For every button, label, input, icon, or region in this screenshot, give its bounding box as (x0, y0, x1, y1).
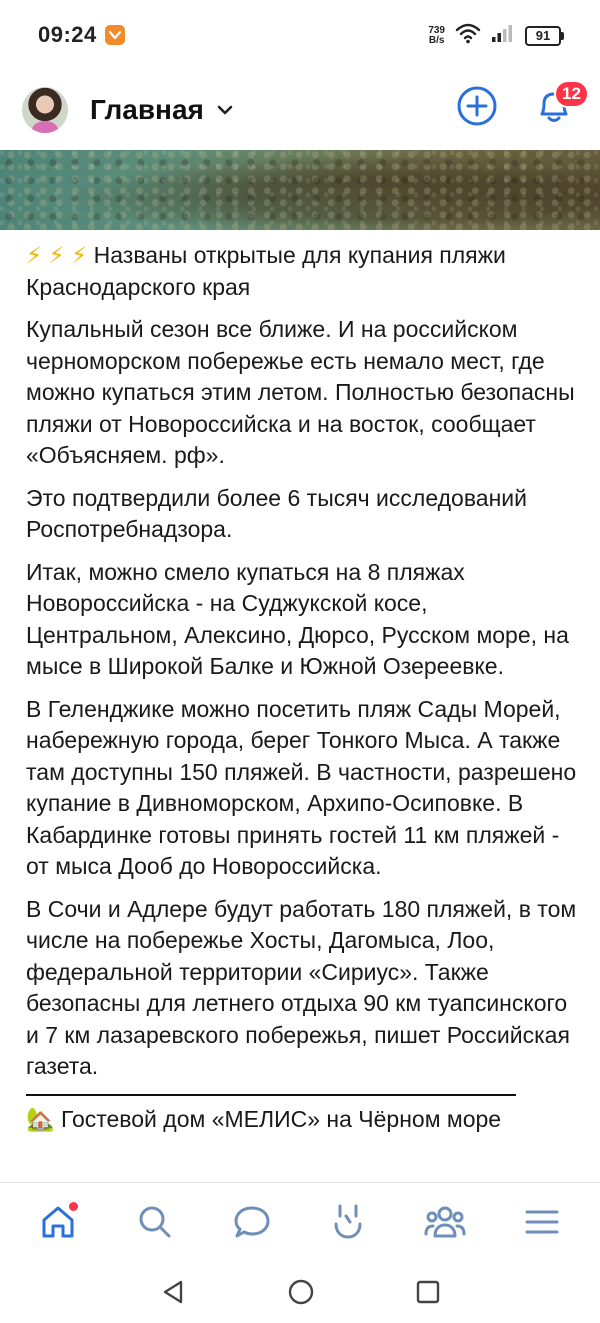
friends-icon (423, 1202, 467, 1242)
battery-indicator (525, 26, 564, 46)
wifi-icon (455, 22, 481, 49)
chat-bubble-icon (232, 1202, 272, 1242)
nav-home[interactable] (28, 1192, 88, 1252)
nav-clips[interactable] (318, 1192, 378, 1252)
signal-icon (491, 23, 515, 48)
post-content (26, 240, 578, 1135)
status-indicators (428, 22, 564, 49)
hamburger-menu-icon (522, 1202, 562, 1242)
post-title (26, 240, 578, 303)
search-icon (135, 1202, 175, 1242)
app-header (0, 70, 600, 150)
battery-level: 91 (525, 26, 561, 46)
nav-menu[interactable] (512, 1192, 572, 1252)
home-circle-icon[interactable] (286, 1277, 316, 1307)
next-post-preview[interactable] (26, 1104, 578, 1136)
network-speed (428, 26, 445, 46)
nav-friends[interactable] (415, 1192, 475, 1252)
header-actions (456, 84, 581, 128)
post-paragraph: Это подтвердили более 6 тысяч исследований Роспотребнадзора. (26, 484, 527, 542)
home-notification-dot (69, 1202, 78, 1211)
notifications-button[interactable] (534, 84, 581, 128)
notifications-badge: 12 (554, 80, 589, 108)
post-paragraph: В Сочи и Адлере будут работать 180 пляжей, в том числе на побережье Хосты, Дагомыса, Лоо, федеральной территории «Сириус». Также безопасны для летнего отдыха 90 км туапсинского и 7 км лазаревского побережья, пишет Российская газета. (26, 895, 577, 1079)
recents-square-icon[interactable] (415, 1279, 441, 1305)
status-time: 09:24 (38, 22, 97, 47)
avatar[interactable] (22, 87, 68, 133)
house-icon: 🏡 (26, 1105, 55, 1132)
lightning-icon: ⚡ ⚡ ⚡ (26, 242, 88, 268)
app-notification-icon (105, 25, 125, 45)
clips-icon (328, 1202, 368, 1242)
post-title-text: Названы открытые для купания пляжи Краснодарского края (26, 242, 506, 300)
post-paragraph: В Геленджике можно посетить пляж Сады Морей, набережную города, берег Тонкого Мыса. А также там доступны 150 пляжей. В частности, разрешено купание в Дивноморском, Архипо-Осиповке. В Кабардинке готовы принять гостей 11 км пляжей - от мыса Дооб до Новороссийска. (26, 695, 577, 879)
battery-tip (561, 32, 564, 40)
page-title[interactable]: Главная (90, 94, 204, 125)
nav-messages[interactable] (222, 1192, 282, 1252)
network-speed-unit: B/s (428, 34, 445, 46)
divider (26, 1094, 516, 1096)
status-bar (0, 0, 600, 70)
network-speed-value: 739 (428, 24, 445, 36)
nav-search[interactable] (125, 1192, 185, 1252)
chevron-down-icon[interactable] (216, 101, 234, 119)
system-navigation-bar (0, 1260, 600, 1323)
next-post-title: Гостевой дом «МЕЛИС» на Чёрном море (61, 1105, 502, 1132)
post-paragraph: Итак, можно смело купаться на 8 пляжах Новороссийска - на Суджукской косе, Центральном, Алексино, Дюрсо, Русском море, на мысе в Широкой Балке и Южной Озереевке. (26, 558, 569, 679)
bottom-navigation (0, 1182, 600, 1260)
post-paragraph: Купальный сезон все ближе. И на российском черноморском побережье есть немало мест, где можно купаться этим летом. Полностью безопасны пляжи от Новороссийска и на восток, сообщает «Объясняем. рф». (26, 316, 575, 468)
post-image-sea-pebbles[interactable] (0, 150, 600, 230)
back-triangle-icon[interactable] (159, 1278, 187, 1306)
add-post-button[interactable] (456, 85, 498, 127)
